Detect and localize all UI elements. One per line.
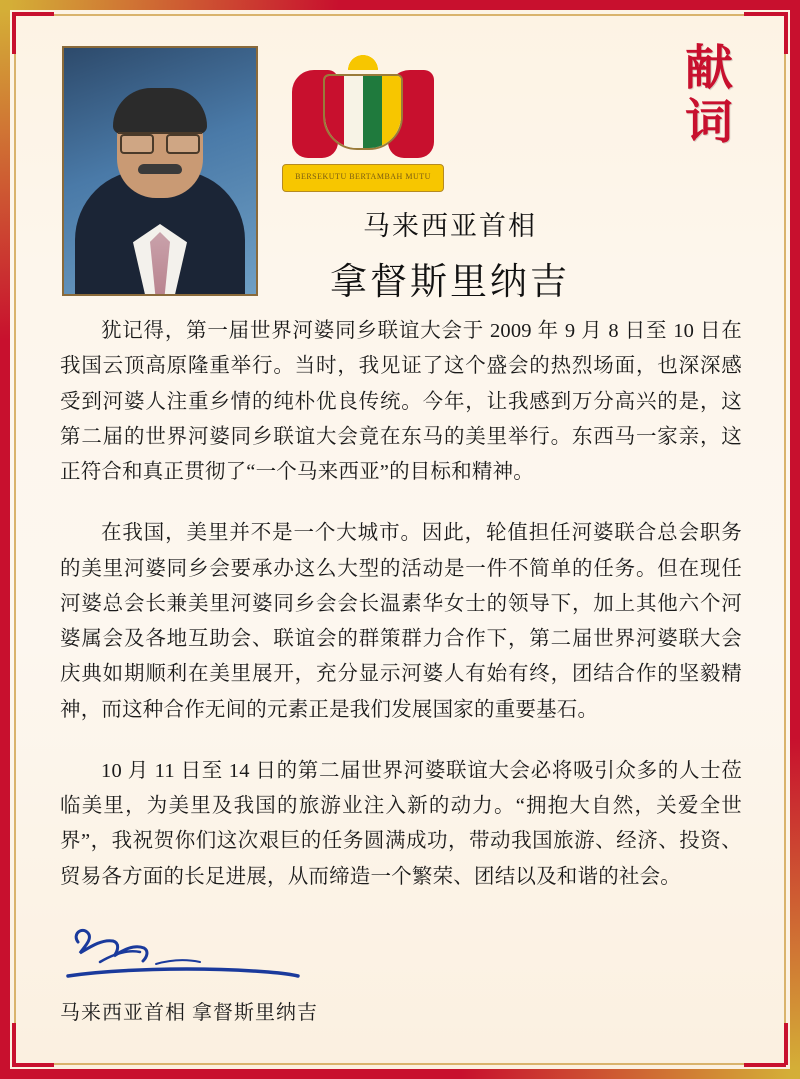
portrait-glasses-icon xyxy=(118,132,202,152)
portrait-hair-icon xyxy=(113,88,207,134)
headword-dedication: 献词 xyxy=(684,42,735,149)
title-subtitle: 马来西亚首相 xyxy=(363,211,537,241)
document-content xyxy=(32,28,768,1051)
title-block xyxy=(270,204,630,305)
message-body xyxy=(60,314,742,921)
portrait-mustache-icon xyxy=(138,164,182,174)
paragraph-2: 在我国，美里并不是一个大城市。因此，轮值担任河婆联合总会职务的美里河婆同乡会要承办这么大型的活动是一件不简单的任务。但在现任河婆总会长兼美里河婆同乡会会长温素华女士的领导下，加上其他六个河婆属会及各地互助会、联谊会的群策群力合作下，第二届世界河婆联大会庆典如期顺利在美里展开，充分显示河婆人有始有终，团结合作的坚毅精神，而这种合作无间的元素正是我们发展国家的重要基石。 xyxy=(60,522,742,721)
crest-motto-ribbon: BERSEKUTU BERTAMBAH MUTU xyxy=(282,164,444,192)
document-header xyxy=(32,28,768,303)
paragraph-1: 犹记得，第一届世界河婆同乡联谊大会于 2009 年 9 月 8 日至 10 日在我国云顶高原隆重举行。当时，我见证了这个盛会的热烈场面，也深深感受到河婆人注重乡情的纯朴优良传统。今年，让我感到万分高兴的是，这第二届的世界河婆同乡联谊大会竟在东马的美里举行。东西马一家亲，这正符合和真正贯彻了“一个马来西亚”的目标和精神。 xyxy=(60,320,742,483)
crest-star-crescent-icon xyxy=(346,52,380,70)
paragraph-3: 10 月 11 日至 14 日的第二届世界河婆联谊大会必将吸引众多的人士莅临美里，为美里及我国的旅游业注入新的动力。“拥抱大自然，关爱全世界”，我祝贺你们这次艰巨的任务圆满成功，带动我国旅游、经济、投资、贸易各方面的长足进展，从而缔造一个繁荣、团结以及和谐的社会。 xyxy=(60,759,742,888)
malaysia-coat-of-arms-icon xyxy=(278,48,448,198)
title-person-name: 拿督斯里纳吉 xyxy=(330,262,570,303)
handwritten-signature-icon xyxy=(60,918,480,992)
signature-block xyxy=(60,918,480,1025)
signature-name-label: 马来西亚首相 拿督斯里纳吉 xyxy=(60,1002,318,1024)
portrait-photo xyxy=(62,46,258,296)
crest-shield-icon xyxy=(323,74,403,150)
